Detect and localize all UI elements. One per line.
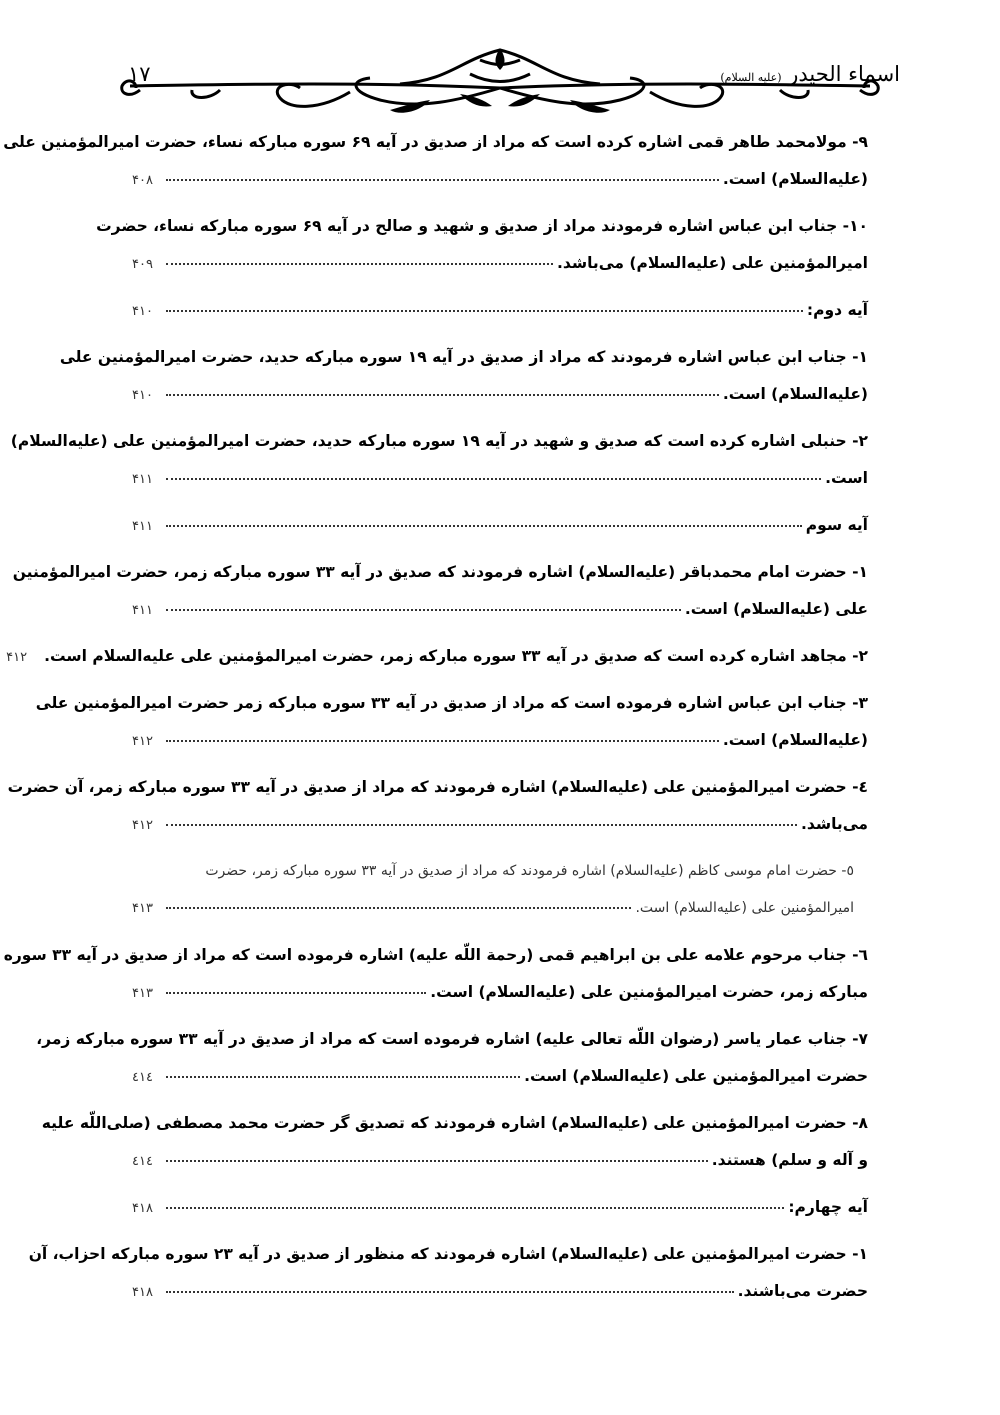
toc-entry <box>132 853 868 927</box>
toc-entry <box>96 208 868 282</box>
toc-entry-text: ۸- حضرت امیرالمؤمنین علی (علیه‌السلام) اشاره فرمودند که تصدیق گر حضرت محمد مصطفی (صلی‌اللّه علیه <box>41 1114 868 1132</box>
toc-page-number: ۴۱۰ <box>132 304 153 319</box>
toc-entry-text: ٥- حضرت امام موسی کاظم (علیه‌السلام) اشاره فرمودند که مراد از صدیق در آیه ۳۳ سوره مبارکه زمر، حضرت <box>205 863 854 879</box>
dot-leader <box>166 309 803 312</box>
toc-entry-text: (علیه‌السلام) است. <box>722 170 868 188</box>
toc-page-number: ۴۱۳ <box>132 986 153 1001</box>
toc-entry-text: ۱- جناب ابن عباس اشاره فرمودند که مراد از صدیق در آیه ۱۹ سوره مبارکه حدید، حضرت امیرالمؤمنین علی <box>59 348 868 366</box>
toc-page-number: ۴۱۳ <box>132 901 153 916</box>
toc-page-number: ۴۱۱ <box>132 519 153 534</box>
page-number: ۱۷ <box>128 62 151 86</box>
toc-heading-text: آیه چهارم: <box>788 1198 868 1216</box>
dot-leader <box>166 1206 784 1209</box>
toc-entry-text: ۳- جناب ابن عباس اشاره فرموده است که مراد از صدیق در آیه ۳۳ سوره مبارکه زمر حضرت امیرالمؤمنین علی <box>35 694 868 712</box>
toc-entry-heading <box>132 507 868 544</box>
toc-entry-text: ۷- جناب عمار یاسر (رضوان اللّه تعالی علیه) اشاره فرموده است که مراد از صدیق در آیه ۳۳ سوره مبارکه زمر، <box>36 1030 868 1048</box>
toc-page-number: ۴۱۰ <box>132 388 153 403</box>
toc-entry <box>7 769 868 843</box>
toc-entry-text: حضرت امیرالمؤمنین علی (علیه‌السلام) است. <box>524 1067 868 1085</box>
toc-entry-text: ۱۰- جناب ابن عباس اشاره فرمودند مراد از صدیق و شهید و صالح در آیه ۶۹ سوره مبارکه نساء، حضرت <box>96 217 868 235</box>
toc-entry <box>28 1236 868 1310</box>
toc-entry-heading <box>132 292 868 329</box>
toc-entry-text: امیرالمؤمنین علی (علیه‌السلام) می‌باشد. <box>557 254 868 272</box>
toc-entry-text: امیرالمؤمنین علی (علیه‌السلام) است. <box>635 900 854 916</box>
dot-leader <box>166 608 681 611</box>
toc-entry <box>36 1021 868 1095</box>
toc-entry-text: ۱- حضرت امیرالمؤمنین علی (علیه‌السلام) اشاره فرمودند که منظور از صدیق در آیه ۲۳ سوره مبارکه احزاب، آن <box>28 1245 868 1263</box>
toc-heading-text: آیه سوم <box>805 516 868 534</box>
toc-page-number: ٤١٤ <box>132 1070 153 1085</box>
book-title <box>720 62 900 86</box>
table-of-contents <box>3 124 868 1310</box>
dot-leader <box>166 1075 520 1078</box>
book-title-main: اسماء الحیدر <box>788 62 900 86</box>
dot-leader <box>166 178 719 181</box>
toc-entry <box>35 685 868 759</box>
toc-page-number: ۴۱۲ <box>132 734 153 749</box>
toc-page-number: ۴۱۲ <box>132 818 153 833</box>
toc-entry-text: و آله و سلم) هستند. <box>711 1151 868 1169</box>
toc-page-number: ۴۱۲ <box>6 650 28 665</box>
toc-entry <box>59 339 868 413</box>
toc-entry <box>3 937 868 1011</box>
toc-entry <box>12 554 868 628</box>
toc-entry <box>3 124 868 198</box>
toc-entry-text: علی (علیه‌السلام) است. <box>684 600 868 618</box>
dot-leader <box>166 906 631 909</box>
toc-heading-text: آیه دوم: <box>806 301 868 319</box>
toc-entry-text: ۹- مولامحمد طاهر قمی اشاره کرده است که مراد از صدیق در آیه ۶۹ سوره مبارکه نساء، حضرت امیرالمؤمنین علی <box>3 133 868 151</box>
toc-entry <box>41 1105 868 1179</box>
toc-entry-text: حضرت می‌باشند. <box>737 1282 868 1300</box>
book-title-subtitle: (علیه السلام) <box>720 71 782 84</box>
toc-page-number: ۴۰۸ <box>132 173 153 188</box>
toc-entry-heading <box>132 1189 868 1226</box>
toc-entry-text: ۲- حنبلی اشاره کرده است که صدیق و شهید در آیه ۱۹ سوره مبارکه حدید، حضرت امیرالمؤمنین علی (علیه‌السلام) <box>10 432 868 450</box>
toc-entry-text: ۲- مجاهد اشاره کرده است که صدیق در آیه ۳۳ سوره مبارکه زمر، حضرت امیرالمؤمنین علی علیه‌السلام است. <box>44 647 868 665</box>
toc-entry-text: مبارکه زمر، حضرت امیرالمؤمنین علی (علیه‌السلام) است. <box>430 983 868 1001</box>
toc-entry <box>10 423 868 497</box>
toc-entry-text: می‌باشد. <box>800 815 868 833</box>
toc-entry <box>6 638 868 675</box>
toc-entry-text: (علیه‌السلام) است. <box>722 385 868 403</box>
toc-page-number: ۴۱۸ <box>132 1201 153 1216</box>
dot-leader <box>166 1290 734 1293</box>
dot-leader <box>166 991 426 994</box>
dot-leader <box>166 393 719 396</box>
toc-page-number: ۴۱۸ <box>132 1285 153 1300</box>
toc-entry-text: ٤- حضرت امیرالمؤمنین علی (علیه‌السلام) اشاره فرمودند که مراد از صدیق در آیه ۳۳ سوره مبارکه زمر، آن حضرت <box>7 778 868 796</box>
toc-entry-text: ۱- حضرت امام محمدباقر (علیه‌السلام) اشاره فرمودند که صدیق در آیه ۳۳ سوره مبارکه زمر، حضرت امیرالمؤمنین <box>12 563 868 581</box>
toc-page-number: ٤١٤ <box>132 1154 153 1169</box>
toc-entry-text: است. <box>825 469 868 487</box>
dot-leader <box>166 524 802 527</box>
dot-leader <box>166 1159 708 1162</box>
dot-leader <box>166 823 797 826</box>
dot-leader <box>166 477 821 480</box>
page-header <box>100 40 900 120</box>
toc-page-number: ۴۱۱ <box>132 603 153 618</box>
toc-page-number: ۴۱۱ <box>132 472 153 487</box>
toc-entry-text: (علیه‌السلام) است. <box>722 731 868 749</box>
toc-entry-text: ٦- جناب مرحوم علامه علی بن ابراهیم قمی (رحمة اللّه علیه) اشاره فرموده است که مراد از صدیق در آیه ۳۳ سوره <box>3 946 868 964</box>
toc-page-number: ۴۰۹ <box>132 257 153 272</box>
dot-leader <box>166 739 719 742</box>
dot-leader <box>166 262 553 265</box>
